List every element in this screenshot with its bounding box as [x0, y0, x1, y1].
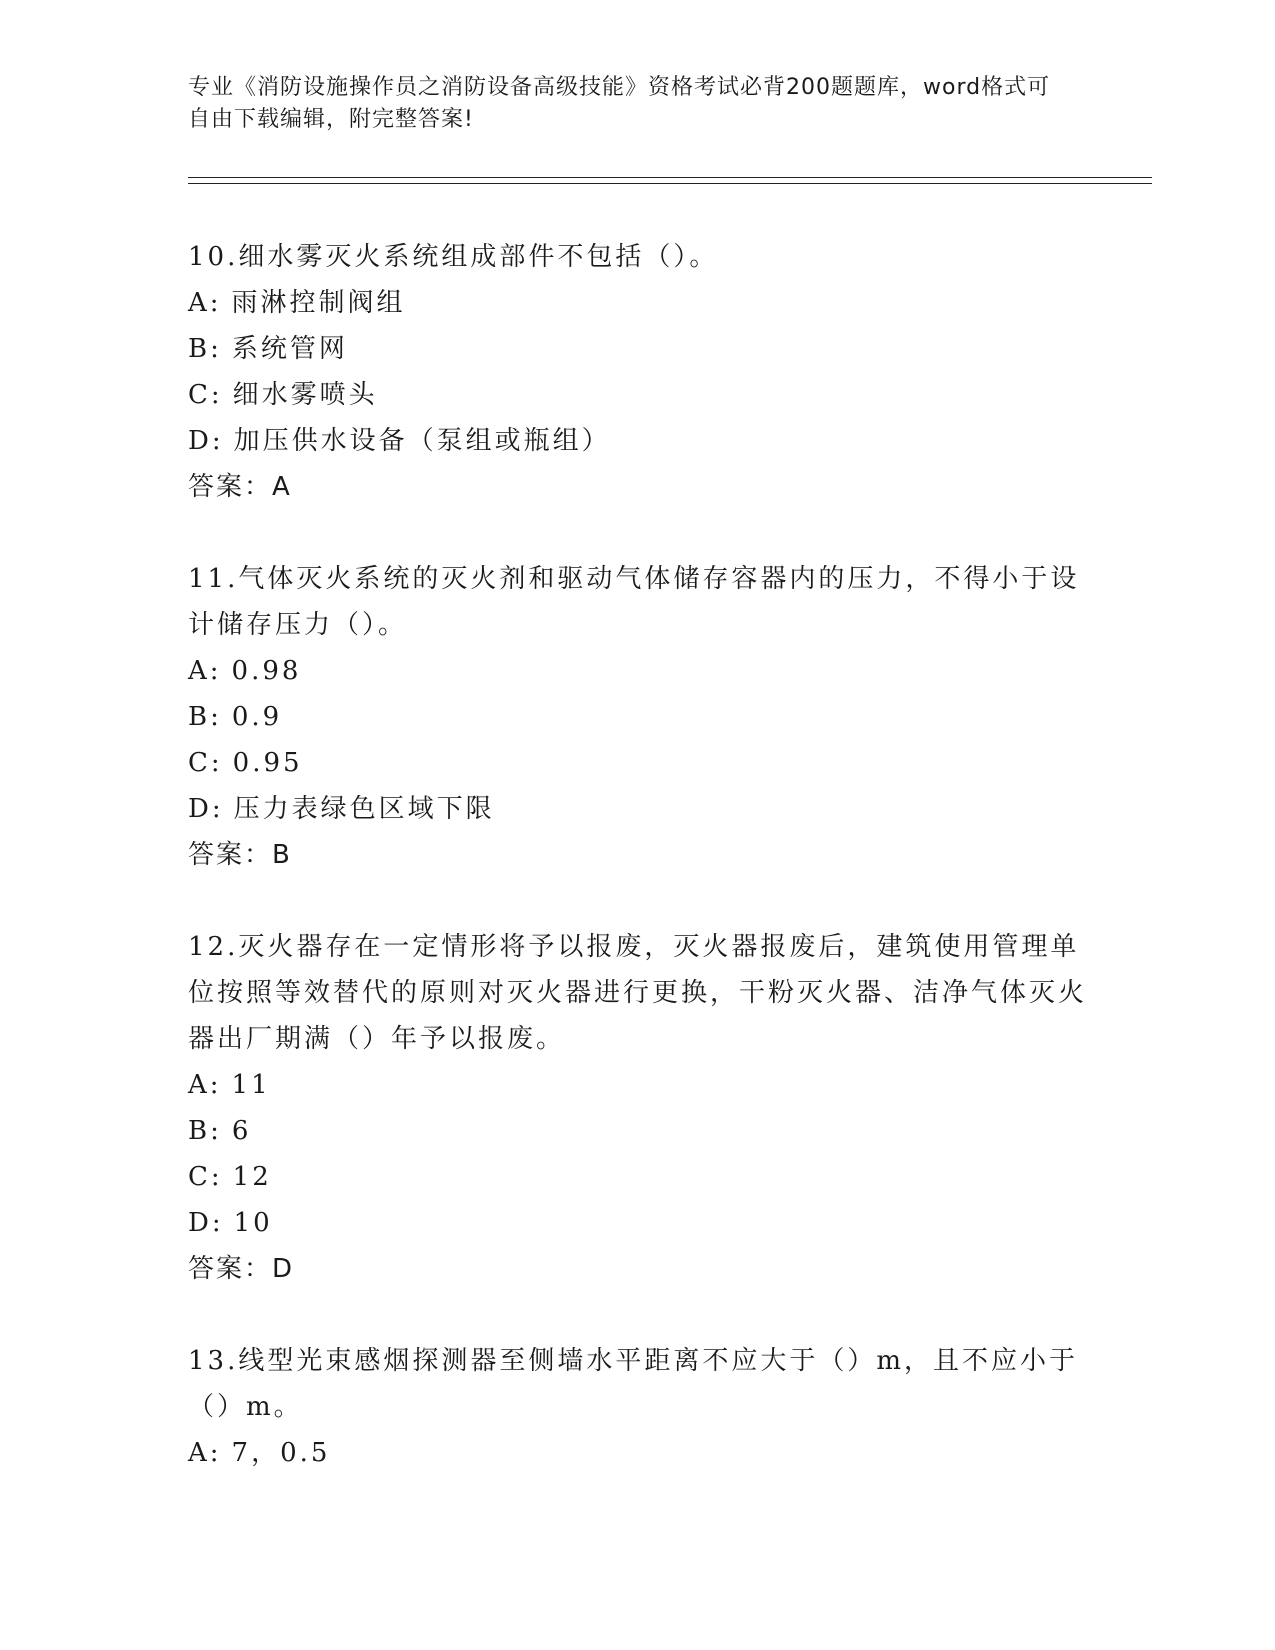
option-letter: B [188, 334, 211, 364]
header-text: 专业《消防设施操作员之消防设备高级技能》资格考试必背200题题库，word格式可自由下载编辑，附完整答案! [188, 75, 1051, 132]
option-letter: A [188, 1438, 210, 1468]
option-text: 0.95 [232, 748, 303, 778]
option-text: 7，0.5 [231, 1438, 331, 1468]
option-separator: : [210, 380, 223, 410]
option-separator: : [209, 1438, 222, 1468]
question-13 [188, 1338, 1088, 1476]
option-text: 10 [233, 1208, 273, 1238]
option-separator: : [210, 1116, 222, 1146]
answer-line: 答案：A [188, 472, 292, 502]
option-d [188, 786, 1088, 832]
option-text: 雨淋控制阀组 [231, 288, 406, 318]
option-text: 细水雾喷头 [232, 380, 378, 410]
header-divider-top [188, 177, 1152, 178]
document-header [188, 72, 1068, 136]
option-text: 11 [231, 1070, 271, 1100]
option-separator: : [211, 794, 224, 824]
option-letter: D [188, 1208, 212, 1238]
header-divider-bottom [188, 183, 1152, 184]
option-a [188, 1062, 1088, 1108]
option-text: 0.9 [231, 702, 283, 732]
option-separator: : [210, 1162, 223, 1192]
option-b [188, 1108, 1088, 1154]
answer-line: 答案：D [188, 1254, 295, 1284]
option-text: 6 [231, 1116, 252, 1146]
option-a [188, 648, 1088, 694]
option-letter: B [188, 702, 211, 732]
option-b [188, 326, 1088, 372]
question-12 [188, 924, 1088, 1292]
option-c [188, 372, 1088, 418]
option-d [188, 1200, 1088, 1246]
option-separator: : [209, 656, 222, 686]
option-separator: : [211, 1208, 224, 1238]
question-stem: 10.细水雾灭火系统组成部件不包括（）。 [188, 242, 719, 272]
option-letter: A [188, 1070, 210, 1100]
question-10 [188, 234, 1088, 510]
option-text: 压力表绿色区域下限 [233, 794, 495, 824]
question-list [188, 234, 1088, 1522]
option-text: 0.98 [231, 656, 302, 686]
option-separator: : [210, 702, 222, 732]
option-letter: D [188, 794, 212, 824]
option-letter: D [188, 426, 212, 456]
option-d [188, 418, 1088, 464]
question-stem: 12.灭火器存在一定情形将予以报废，灭火器报废后，建筑使用管理单位按照等效替代的原则对灭火器进行更换，干粉灭火器、洁净气体灭火器出厂期满（）年予以报废。 [188, 932, 1088, 1054]
option-letter: C [188, 748, 211, 778]
option-letter: A [188, 656, 210, 686]
option-text: 加压供水设备（泵组或瓶组） [233, 426, 611, 456]
option-c [188, 1154, 1088, 1200]
option-letter: C [188, 1162, 211, 1192]
option-separator: : [209, 288, 222, 318]
option-c [188, 740, 1088, 786]
option-b [188, 694, 1088, 740]
question-11 [188, 556, 1088, 878]
option-letter: C [188, 380, 211, 410]
option-a [188, 1430, 1088, 1476]
option-a [188, 280, 1088, 326]
question-stem: 11.气体灭火系统的灭火剂和驱动气体储存容器内的压力，不得小于设计储存压力（）。 [188, 564, 1080, 640]
question-stem: 13.线型光束感烟探测器至侧墙水平距离不应大于（）m，且不应小于（）m。 [188, 1346, 1079, 1422]
option-letter: B [188, 1116, 211, 1146]
option-separator: : [210, 334, 222, 364]
option-text: 12 [232, 1162, 272, 1192]
option-separator: : [210, 748, 223, 778]
option-separator: : [211, 426, 224, 456]
option-text: 系统管网 [231, 334, 348, 364]
answer-line: 答案：B [188, 840, 292, 870]
option-separator: : [209, 1070, 222, 1100]
option-letter: A [188, 288, 210, 318]
